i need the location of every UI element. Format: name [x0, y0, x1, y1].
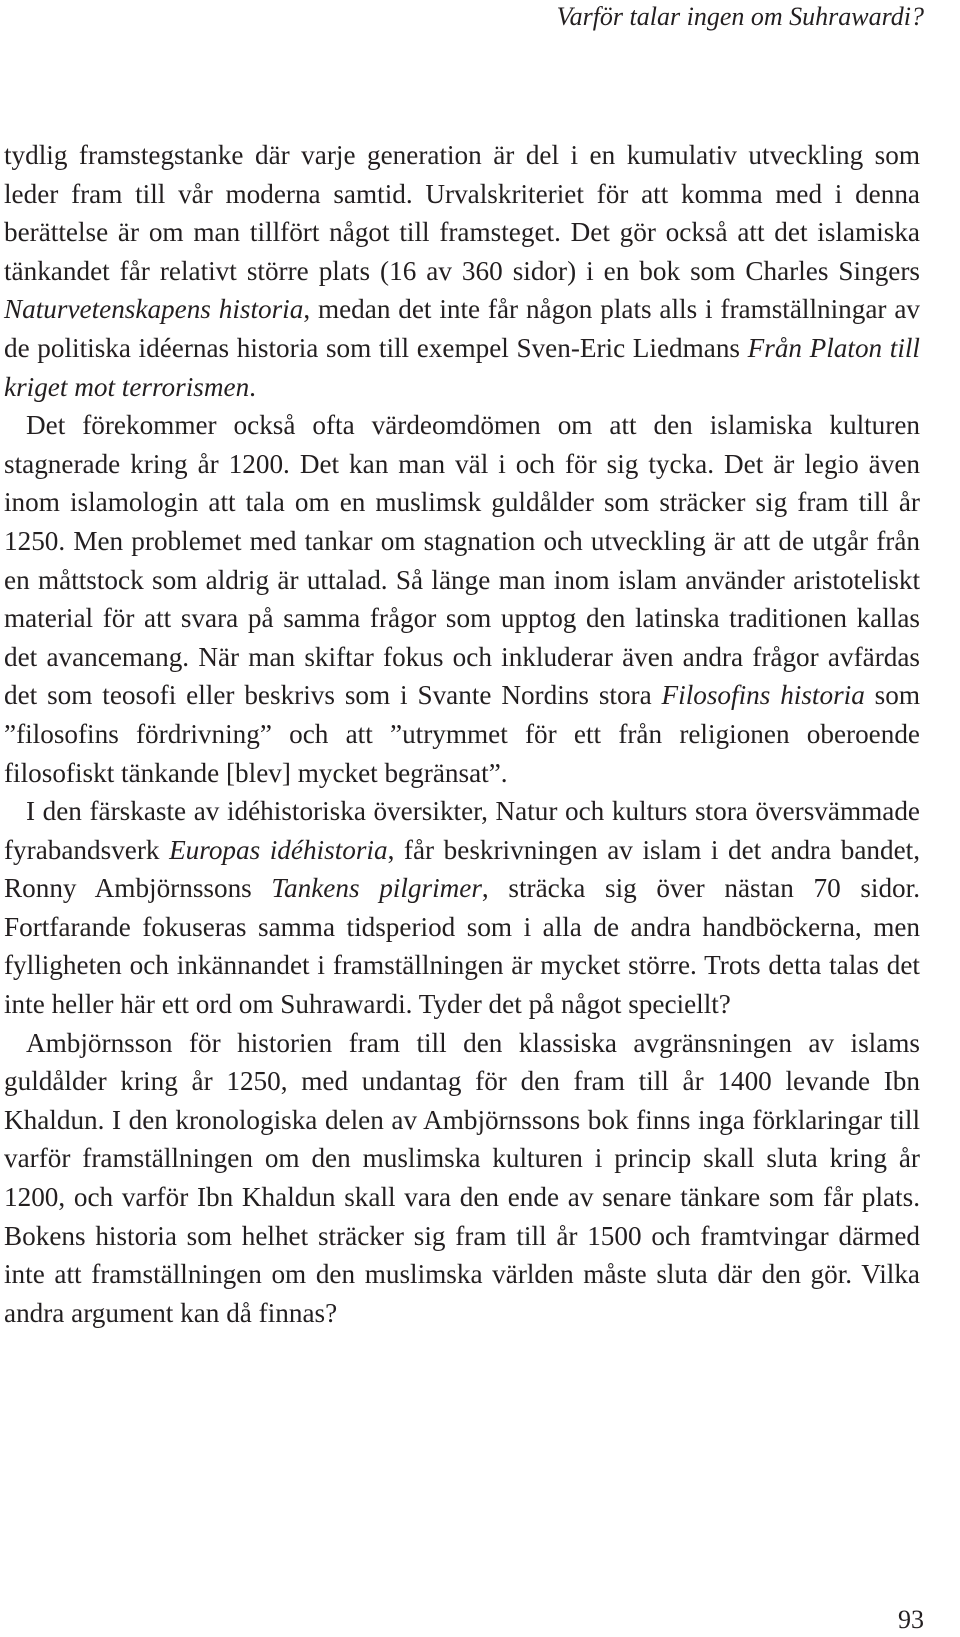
text-segment: , får beskrivningen av islam i det andra bandet, Ronny Ambjörnssons	[4, 834, 920, 904]
page-number: 93	[898, 1605, 924, 1634]
text-segment: tydlig framstegstanke där varje generation är del i en kumulativ utveckling som leder fram till vår moderna samtid. Urvalskriteriet för att komma med i denna berättelse är om man tillfört något till framsteget. Det gör också att det islamiska tänkandet får relativt större plats (16 av 360 sidor) i en bok som Charles Singers	[4, 140, 920, 286]
text-segment: .	[249, 371, 256, 402]
text-segment: I den färskaste av idéhistoriska översikter, Natur och kulturs stora översvämmade fyrabandsverk	[4, 796, 920, 865]
book-title: Tankens pilgrimer	[271, 873, 482, 904]
text-segment: , medan det inte får någon plats alls i framställningar av de politiska idéernas historia som till exempel Sven-Eric Liedmans	[4, 294, 920, 363]
text-segment: Det förekommer också ofta värdeomdömen om att den islamiska kulturen stagnerade kring år 1200. Det kan man väl i och för sig tycka. Det är legio även inom islamologin att tala om en muslimsk guldålder som sträcker sig fram till år 1250. Men problemet med tankar om stagnation och utveckling är att de utgår från en måttstock som aldrig är uttalad. Så länge man inom islam använder aristoteliskt material för att svara på samma frågor som upptog den latinska traditionen kallas det avancemang. När man skiftar fokus och inkluderar även andra frågor avfärdas det som teosofi eller beskrivs som i Svante Nordins stora	[4, 410, 920, 711]
text-segment: som ”filosofins fördrivning” och att ”utrymmet för ett från religionen oberoende filosofiskt tänkande [blev] mycket begränsat”.	[4, 680, 920, 788]
book-title: Från Platon till kriget mot terrorismen	[4, 332, 920, 402]
book-title: Filosofins historia	[661, 680, 865, 711]
paragraph-3	[4, 792, 920, 1024]
text-segment: Ambjörnsson för historien fram till den klassiska avgränsningen av islams guldålder kring år 1250, med undantag för den fram till år 1400 levande Ibn Khaldun. I den kronologiska delen av Ambjörnssons bok finns inga förklaringar till varför framställningen om den muslimska kulturen i princip skall sluta kring år 1200, och varför Ibn Khaldun skall vara den ende av senare tänkare som får plats. Bokens historia som helhet sträcker sig fram till år 1500 och framtvingar därmed inte att framställningen om den muslimska världen måste sluta där den gör. Vilka andra argument kan då finnas?	[4, 1027, 920, 1328]
text-segment: , sträcka sig över nästan 70 sidor. Fortfarande fokuseras samma tidsperiod som i alla de andra handböckerna, men fylligheten och inkännandet i framställningen är mycket större. Trots detta talas det inte heller här ett ord om Suhrawardi. Tyder det på något speciellt?	[4, 873, 920, 1020]
book-title: Naturvetenskapens historia	[4, 294, 304, 325]
book-title: Europas idéhistoria	[169, 834, 388, 865]
paragraph-4	[4, 1024, 920, 1333]
paragraph-2	[4, 406, 920, 792]
paragraph-1	[4, 136, 920, 406]
body-text	[4, 136, 920, 1332]
running-head: Varför talar ingen om Suhrawardi?	[556, 2, 924, 31]
